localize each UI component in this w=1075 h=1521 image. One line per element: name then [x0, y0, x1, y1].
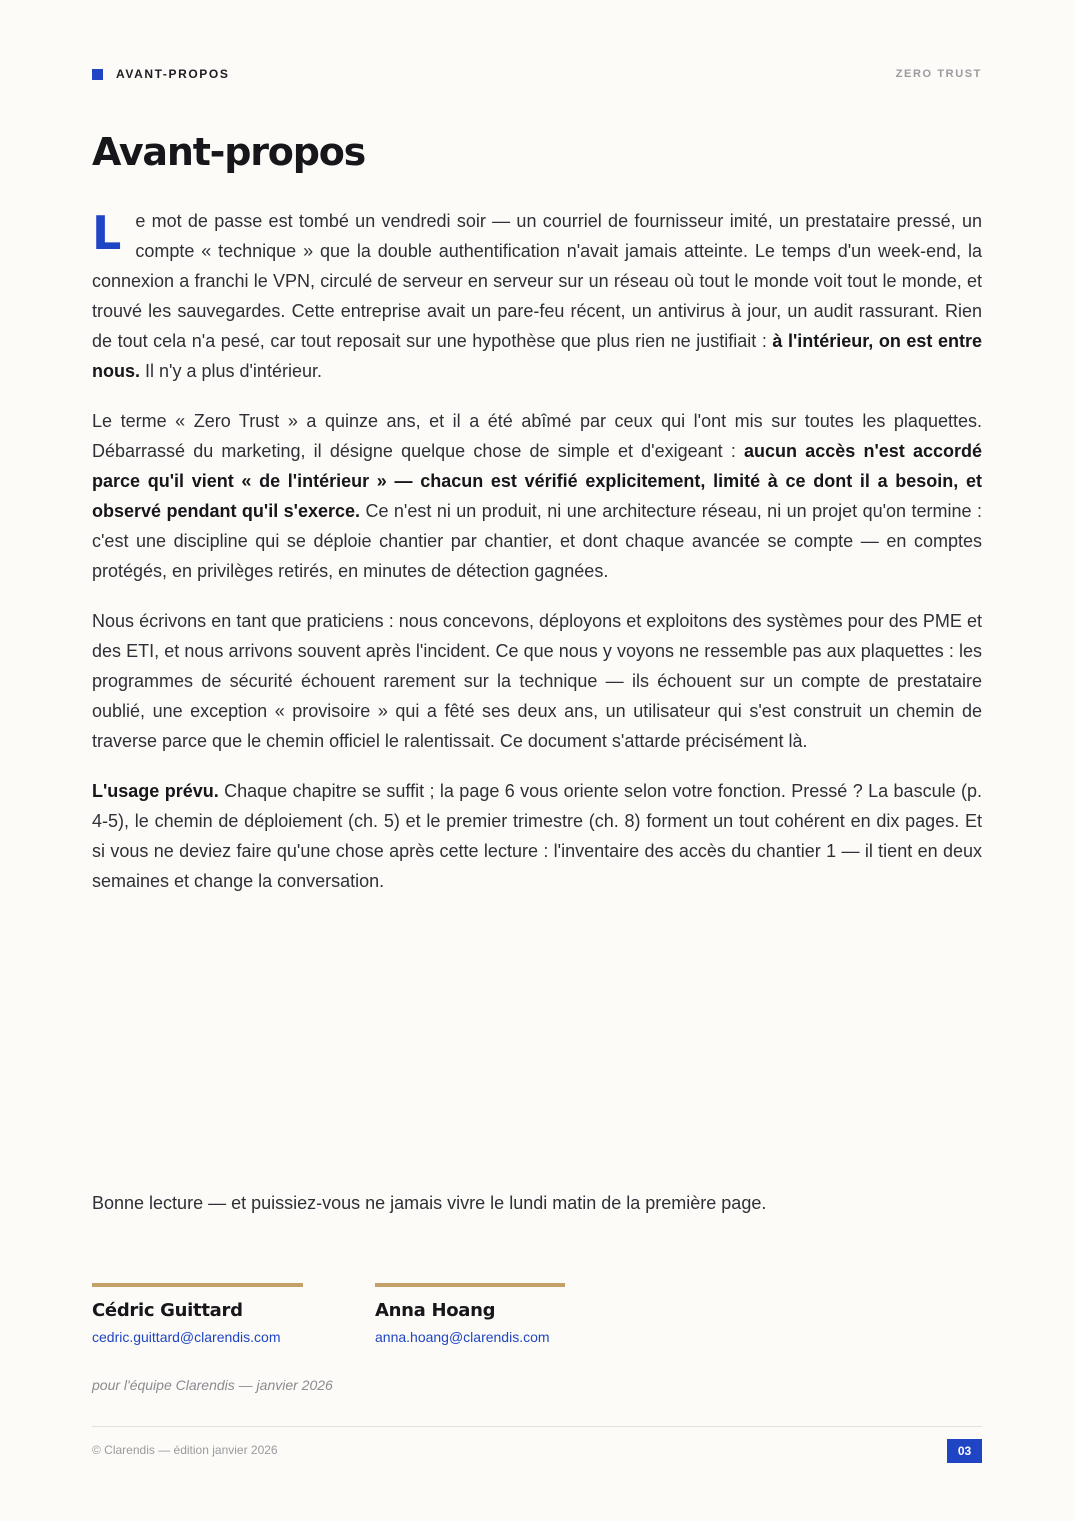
team-note: pour l'équipe Clarendis — janvier 2026	[92, 1377, 333, 1393]
paragraph-text: Nous écrivons en tant que praticiens : nous concevons, déployons et exploitons des systèmes pour des PME et des ETI, et nous arrivons souvent après l'incident. Ce que nous y voyons ne ressemble pas aux plaquettes : les programmes de sécurité échouent rarement sur la technique — ils échouent sur un compte de prestataire oublié, une exception « provisoire » qui a fêté ses deux ans, un utilisateur qui s'est construit un chemin de traverse parce que le chemin officiel le ralentissait. Ce document s'attarde précisément là.	[92, 611, 982, 751]
signature-email-link[interactable]: anna.hoang@clarendis.com	[375, 1329, 550, 1345]
paragraph-text: e mot de passe est tombé un vendredi soir — un courriel de fournisseur imité, un prestataire pressé, un compte « technique » que la double authentification n'avait jamais atteinte. Le temps d'un week-end, la connexion a franchi le VPN, circulé de serveur en serveur sur un réseau où tout le monde voit tout le monde, et trouvé les sauvegardes. Cette entreprise avait un pare-feu récent, un antivirus à jour, un audit rassurant. Rien de tout cela n'a pesé, car tout reposait sur une hypothèse que plus rien ne justifiait :	[92, 211, 982, 351]
body-text	[92, 206, 982, 916]
running-header-section	[92, 67, 229, 81]
signature-name: Anna Hoang	[375, 1300, 496, 1321]
emphasis-text: à l'intérieur, on est entre nous.	[92, 331, 982, 381]
paragraph-usage	[92, 776, 982, 896]
signature-email-link[interactable]: cedric.guittard@clarendis.com	[92, 1329, 281, 1345]
section-label: AVANT-PROPOS	[116, 67, 230, 81]
page-number-badge: 03	[947, 1439, 982, 1463]
footer-copyright: © Clarendis — édition janvier 2026	[92, 1443, 278, 1457]
paragraph-intro	[92, 206, 982, 386]
signature-block	[92, 1283, 303, 1345]
signature-block	[375, 1283, 565, 1345]
emphasis-text: L'usage prévu.	[92, 781, 219, 801]
signature-rule	[92, 1283, 303, 1287]
section-marker-square-icon	[92, 69, 103, 80]
footer-divider	[92, 1426, 982, 1427]
paragraph-practitioners	[92, 606, 982, 756]
signature-rule	[375, 1283, 565, 1287]
paragraph-text: Le terme « Zero Trust » a quinze ans, et il a été abîmé par ceux qui l'ont mis sur toutes les plaquettes. Débarrassé du marketing, il désigne quelque chose de simple et d'exigeant :	[92, 411, 982, 461]
document-page	[92, 0, 982, 1521]
drop-cap: L	[92, 206, 122, 260]
paragraph-text-end: Il n'y a plus d'intérieur.	[140, 361, 322, 381]
signature-name: Cédric Guittard	[92, 1300, 243, 1321]
paragraph-text-end: Ce n'est ni un produit, ni une architecture réseau, ni un projet qu'on termine : c'est une discipline qui se déploie chantier par chantier, et dont chaque avancée se compte — en comptes protégés, en privilèges retirés, en minutes de détection gagnées.	[92, 501, 982, 581]
paragraph-text-end: Chaque chapitre se suffit ; la page 6 vous oriente selon votre fonction. Pressé ? La bascule (p. 4-5), le chemin de déploiement (ch. 5) et le premier trimestre (ch. 8) forment un tout cohérent en dix pages. Et si vous ne deviez faire qu'une chose après cette lecture : l'inventaire des accès du chantier 1 — il tient en deux semaines et change la conversation.	[92, 781, 982, 891]
emphasis-text: aucun accès n'est accordé parce qu'il vient « de l'intérieur » — chacun est vérifié explicitement, limité à ce dont il a besoin, et observé pendant qu'il s'exerce.	[92, 441, 982, 521]
page-title: Avant-propos	[92, 130, 366, 174]
closing-line: Bonne lecture — et puissiez-vous ne jamais vivre le lundi matin de la première page.	[92, 1193, 767, 1213]
paragraph-definition	[92, 406, 982, 586]
running-header-document: ZERO TRUST	[895, 68, 982, 80]
